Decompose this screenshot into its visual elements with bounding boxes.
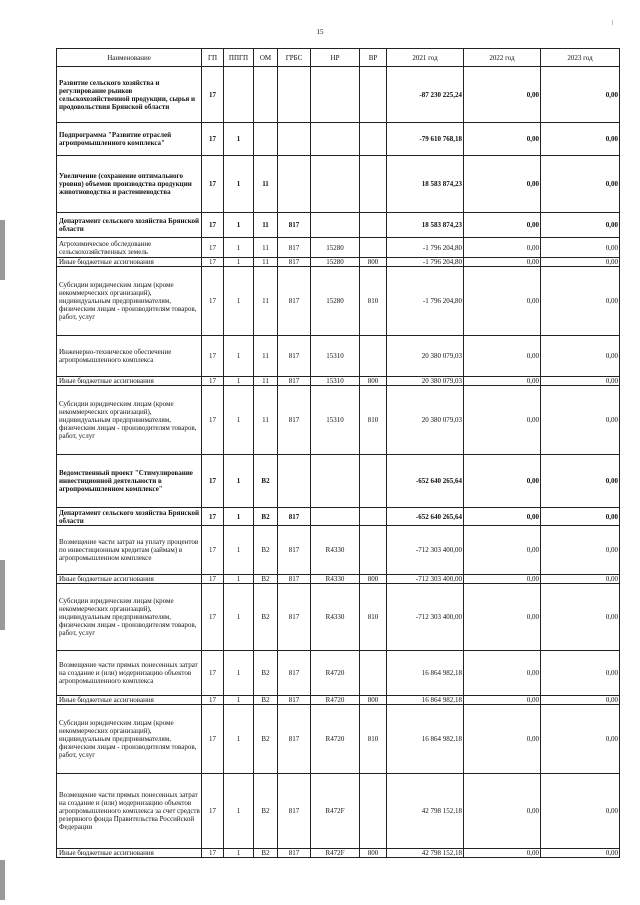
cell-2021: -712 303 400,00 — [387, 526, 464, 575]
cell-vr: 800 — [360, 696, 387, 705]
cell-gp: 17 — [202, 238, 224, 258]
cell-ppgp: 1 — [224, 123, 254, 156]
cell-2022: 0,00 — [464, 849, 541, 858]
scan-mark — [612, 20, 613, 25]
table-row — [57, 123, 620, 156]
cell-grbs: 817 — [278, 336, 311, 377]
cell-vr — [360, 508, 387, 526]
cell-om: В2 — [254, 508, 278, 526]
table-row — [57, 575, 620, 584]
cell-2021: 16 864 982,18 — [387, 651, 464, 696]
cell-2023: 0,00 — [541, 575, 620, 584]
table-row — [57, 508, 620, 526]
table-row — [57, 267, 620, 336]
scan-edge-shadow — [0, 220, 5, 280]
cell-gp: 17 — [202, 526, 224, 575]
cell-grbs: 817 — [278, 213, 311, 238]
cell-2023: 0,00 — [541, 455, 620, 508]
cell-2021: -652 640 265,64 — [387, 455, 464, 508]
cell-vr — [360, 526, 387, 575]
cell-grbs — [278, 156, 311, 213]
page-number: 15 — [316, 28, 324, 36]
cell-vr — [360, 455, 387, 508]
cell-gp: 17 — [202, 258, 224, 267]
cell-ppgp: 1 — [224, 705, 254, 774]
cell-2023: 0,00 — [541, 705, 620, 774]
cell-nr — [311, 67, 360, 123]
cell-gp: 17 — [202, 386, 224, 455]
cell-nr: R4720 — [311, 705, 360, 774]
cell-name: Агрохимическое обследование сельскохозяйственных земель — [57, 238, 202, 258]
cell-om: 11 — [254, 238, 278, 258]
cell-vr — [360, 67, 387, 123]
cell-name: Иные бюджетные ассигнования — [57, 696, 202, 705]
cell-grbs: 817 — [278, 849, 311, 858]
cell-ppgp — [224, 67, 254, 123]
cell-2023: 0,00 — [541, 508, 620, 526]
cell-om: В2 — [254, 651, 278, 696]
cell-2021: 16 864 982,18 — [387, 696, 464, 705]
cell-2021: 42 798 152,18 — [387, 849, 464, 858]
cell-name: Субсидии юридическим лицам (кроме некоммерческих организаций), индивидуальным предпринимателям, физическим лицам - производителям товаров, работ, услуг — [57, 386, 202, 455]
cell-2021: -1 796 204,80 — [387, 238, 464, 258]
cell-grbs: 817 — [278, 651, 311, 696]
table-row — [57, 377, 620, 386]
cell-grbs: 817 — [278, 705, 311, 774]
cell-nr: R4720 — [311, 696, 360, 705]
cell-name: Иные бюджетные ассигнования — [57, 377, 202, 386]
cell-2021: -712 303 400,00 — [387, 575, 464, 584]
cell-2021: 42 798 152,18 — [387, 774, 464, 849]
table-row — [57, 213, 620, 238]
cell-nr: R4330 — [311, 584, 360, 651]
cell-ppgp: 1 — [224, 455, 254, 508]
cell-nr: 15280 — [311, 267, 360, 336]
cell-om: В2 — [254, 455, 278, 508]
cell-om: 11 — [254, 258, 278, 267]
cell-vr — [360, 336, 387, 377]
cell-om: 11 — [254, 386, 278, 455]
cell-om: 11 — [254, 156, 278, 213]
table-row — [57, 156, 620, 213]
cell-2021: -1 796 204,80 — [387, 258, 464, 267]
cell-nr: R472F — [311, 849, 360, 858]
cell-ppgp: 1 — [224, 156, 254, 213]
cell-name: Субсидии юридическим лицам (кроме некоммерческих организаций), индивидуальным предпринимателям, физическим лицам - производителям товаров, работ, услуг — [57, 705, 202, 774]
cell-2023: 0,00 — [541, 377, 620, 386]
cell-nr: 15310 — [311, 377, 360, 386]
header-grbs: ГРБС — [278, 49, 311, 67]
cell-name: Иные бюджетные ассигнования — [57, 849, 202, 858]
cell-gp: 17 — [202, 705, 224, 774]
cell-name: Иные бюджетные ассигнования — [57, 575, 202, 584]
cell-vr: 810 — [360, 584, 387, 651]
cell-name: Департамент сельского хозяйства Брянской области — [57, 508, 202, 526]
cell-om: В2 — [254, 584, 278, 651]
cell-gp: 17 — [202, 377, 224, 386]
cell-gp: 17 — [202, 651, 224, 696]
cell-ppgp: 1 — [224, 575, 254, 584]
cell-grbs: 817 — [278, 386, 311, 455]
cell-grbs: 817 — [278, 508, 311, 526]
cell-vr: 810 — [360, 386, 387, 455]
cell-2021: 18 583 874,23 — [387, 213, 464, 238]
cell-om: 11 — [254, 213, 278, 238]
table-body — [57, 67, 620, 858]
cell-2022: 0,00 — [464, 774, 541, 849]
cell-gp: 17 — [202, 156, 224, 213]
cell-grbs: 817 — [278, 238, 311, 258]
cell-2022: 0,00 — [464, 526, 541, 575]
cell-om: В2 — [254, 774, 278, 849]
cell-grbs: 817 — [278, 258, 311, 267]
cell-2022: 0,00 — [464, 238, 541, 258]
cell-om: 11 — [254, 377, 278, 386]
table-row — [57, 849, 620, 858]
cell-nr: 15310 — [311, 336, 360, 377]
cell-vr — [360, 156, 387, 213]
table-row — [57, 705, 620, 774]
cell-grbs: 817 — [278, 774, 311, 849]
cell-ppgp: 1 — [224, 213, 254, 238]
cell-2023: 0,00 — [541, 526, 620, 575]
cell-2021: -79 610 768,18 — [387, 123, 464, 156]
cell-ppgp: 1 — [224, 651, 254, 696]
cell-ppgp: 1 — [224, 238, 254, 258]
cell-2022: 0,00 — [464, 705, 541, 774]
header-2023: 2023 год — [541, 49, 620, 67]
cell-grbs: 817 — [278, 267, 311, 336]
cell-name: Возмещение части прямых понесенных затрат на создание и (или) модернизацию объектов агропромышленного комплекса — [57, 651, 202, 696]
table-row — [57, 386, 620, 455]
cell-gp: 17 — [202, 584, 224, 651]
cell-2021: -87 230 225,24 — [387, 67, 464, 123]
cell-vr: 810 — [360, 705, 387, 774]
header-2021: 2021 год — [387, 49, 464, 67]
scan-edge-shadow — [0, 560, 5, 630]
cell-grbs — [278, 67, 311, 123]
cell-grbs: 817 — [278, 377, 311, 386]
cell-2022: 0,00 — [464, 336, 541, 377]
cell-om: 11 — [254, 267, 278, 336]
header-2022: 2022 год — [464, 49, 541, 67]
cell-name: Департамент сельского хозяйства Брянской области — [57, 213, 202, 238]
cell-nr — [311, 123, 360, 156]
cell-2023: 0,00 — [541, 213, 620, 238]
cell-vr — [360, 213, 387, 238]
cell-grbs — [278, 123, 311, 156]
cell-2022: 0,00 — [464, 584, 541, 651]
cell-2023: 0,00 — [541, 156, 620, 213]
cell-2022: 0,00 — [464, 508, 541, 526]
cell-nr — [311, 508, 360, 526]
scan-edge-shadow — [0, 860, 5, 900]
cell-2023: 0,00 — [541, 774, 620, 849]
cell-vr — [360, 238, 387, 258]
cell-2022: 0,00 — [464, 156, 541, 213]
cell-om: В2 — [254, 575, 278, 584]
cell-2023: 0,00 — [541, 123, 620, 156]
cell-2021: 16 864 982,18 — [387, 705, 464, 774]
cell-ppgp: 1 — [224, 377, 254, 386]
cell-om — [254, 123, 278, 156]
cell-ppgp: 1 — [224, 336, 254, 377]
cell-vr: 800 — [360, 849, 387, 858]
cell-gp: 17 — [202, 508, 224, 526]
header-ppgp: ППГП — [224, 49, 254, 67]
cell-gp: 17 — [202, 67, 224, 123]
table-row — [57, 336, 620, 377]
table-row — [57, 455, 620, 508]
cell-2022: 0,00 — [464, 651, 541, 696]
cell-vr: 800 — [360, 258, 387, 267]
cell-ppgp: 1 — [224, 508, 254, 526]
cell-2021: -1 796 204,80 — [387, 267, 464, 336]
cell-grbs: 817 — [278, 696, 311, 705]
cell-2021: 20 380 079,03 — [387, 336, 464, 377]
cell-name: Ведомственный проект "Стимулирование инвестиционной деятельности в агропромышленном комплексе" — [57, 455, 202, 508]
cell-grbs: 817 — [278, 584, 311, 651]
table-row — [57, 651, 620, 696]
cell-vr: 800 — [360, 575, 387, 584]
cell-nr — [311, 455, 360, 508]
cell-2022: 0,00 — [464, 67, 541, 123]
cell-grbs: 817 — [278, 575, 311, 584]
cell-2023: 0,00 — [541, 267, 620, 336]
cell-2022: 0,00 — [464, 696, 541, 705]
cell-2023: 0,00 — [541, 67, 620, 123]
cell-grbs — [278, 455, 311, 508]
cell-name: Увеличение (сохранение оптимального уровня) объемов производства продукции животноводства и растениеводства — [57, 156, 202, 213]
cell-gp: 17 — [202, 849, 224, 858]
table-row — [57, 774, 620, 849]
cell-nr: 15280 — [311, 238, 360, 258]
cell-ppgp: 1 — [224, 386, 254, 455]
cell-2023: 0,00 — [541, 696, 620, 705]
cell-nr: R4720 — [311, 651, 360, 696]
cell-2023: 0,00 — [541, 651, 620, 696]
cell-vr: 810 — [360, 267, 387, 336]
cell-om: В2 — [254, 849, 278, 858]
cell-gp: 17 — [202, 123, 224, 156]
cell-2022: 0,00 — [464, 575, 541, 584]
cell-vr — [360, 774, 387, 849]
cell-ppgp: 1 — [224, 774, 254, 849]
header-nr: НР — [311, 49, 360, 67]
cell-name: Субсидии юридическим лицам (кроме некоммерческих организаций), индивидуальным предпринимателям, физическим лицам - производителям товаров, работ, услуг — [57, 267, 202, 336]
cell-vr — [360, 123, 387, 156]
header-vr: ВР — [360, 49, 387, 67]
cell-nr — [311, 156, 360, 213]
cell-2023: 0,00 — [541, 584, 620, 651]
header-om: ОМ — [254, 49, 278, 67]
cell-2023: 0,00 — [541, 238, 620, 258]
table-row — [57, 67, 620, 123]
cell-vr: 800 — [360, 377, 387, 386]
cell-name: Инженерно-техническое обеспечение агропромышленного комплекса — [57, 336, 202, 377]
cell-vr — [360, 651, 387, 696]
cell-om: В2 — [254, 705, 278, 774]
cell-gp: 17 — [202, 336, 224, 377]
table-row — [57, 696, 620, 705]
cell-2022: 0,00 — [464, 386, 541, 455]
cell-om: В2 — [254, 696, 278, 705]
header-name: Наименование — [57, 49, 202, 67]
cell-nr: 15280 — [311, 258, 360, 267]
cell-2022: 0,00 — [464, 267, 541, 336]
cell-2023: 0,00 — [541, 386, 620, 455]
cell-gp: 17 — [202, 213, 224, 238]
cell-2023: 0,00 — [541, 336, 620, 377]
cell-2021: 20 380 079,03 — [387, 377, 464, 386]
cell-gp: 17 — [202, 774, 224, 849]
cell-ppgp: 1 — [224, 526, 254, 575]
cell-name: Иные бюджетные ассигнования — [57, 258, 202, 267]
cell-ppgp: 1 — [224, 849, 254, 858]
cell-ppgp: 1 — [224, 696, 254, 705]
cell-2021: 18 583 874,23 — [387, 156, 464, 213]
cell-om: 11 — [254, 336, 278, 377]
cell-name: Развитие сельского хозяйства и регулирование рынков сельскохозяйственной продукции, сырья и продовольствия Брянской области — [57, 67, 202, 123]
cell-2021: -652 640 265,64 — [387, 508, 464, 526]
cell-2022: 0,00 — [464, 258, 541, 267]
cell-gp: 17 — [202, 696, 224, 705]
cell-nr — [311, 213, 360, 238]
cell-2022: 0,00 — [464, 377, 541, 386]
budget-table-container — [56, 48, 619, 858]
budget-table — [56, 48, 620, 858]
cell-om — [254, 67, 278, 123]
table-row — [57, 526, 620, 575]
cell-gp: 17 — [202, 575, 224, 584]
cell-2023: 0,00 — [541, 258, 620, 267]
cell-name: Возмещение части прямых понесенных затрат на создание и (или) модернизацию объектов агропромышленного комплекса за счет средств резервного фонда Правительства Российской Федерации — [57, 774, 202, 849]
cell-2021: -712 303 400,00 — [387, 584, 464, 651]
cell-name: Возмещение части затрат на уплату процентов по инвестиционным кредитам (займам) в агропромышленном комплексе — [57, 526, 202, 575]
table-row — [57, 584, 620, 651]
cell-om: В2 — [254, 526, 278, 575]
cell-2023: 0,00 — [541, 849, 620, 858]
cell-ppgp: 1 — [224, 584, 254, 651]
cell-ppgp: 1 — [224, 267, 254, 336]
header-gp: ГП — [202, 49, 224, 67]
cell-ppgp: 1 — [224, 258, 254, 267]
cell-gp: 17 — [202, 267, 224, 336]
table-header-row — [57, 49, 620, 67]
cell-nr: R4330 — [311, 526, 360, 575]
cell-nr: 15310 — [311, 386, 360, 455]
cell-name: Субсидии юридическим лицам (кроме некоммерческих организаций), индивидуальным предпринимателям, физическим лицам - производителям товаров, работ, услуг — [57, 584, 202, 651]
cell-grbs: 817 — [278, 526, 311, 575]
cell-nr: R4330 — [311, 575, 360, 584]
cell-gp: 17 — [202, 455, 224, 508]
cell-2021: 20 380 079,03 — [387, 386, 464, 455]
table-row — [57, 238, 620, 258]
cell-nr: R472F — [311, 774, 360, 849]
table-row — [57, 258, 620, 267]
cell-name: Подпрограмма "Развитие отраслей агропромышленного комплекса" — [57, 123, 202, 156]
cell-2022: 0,00 — [464, 123, 541, 156]
cell-2022: 0,00 — [464, 213, 541, 238]
cell-2022: 0,00 — [464, 455, 541, 508]
